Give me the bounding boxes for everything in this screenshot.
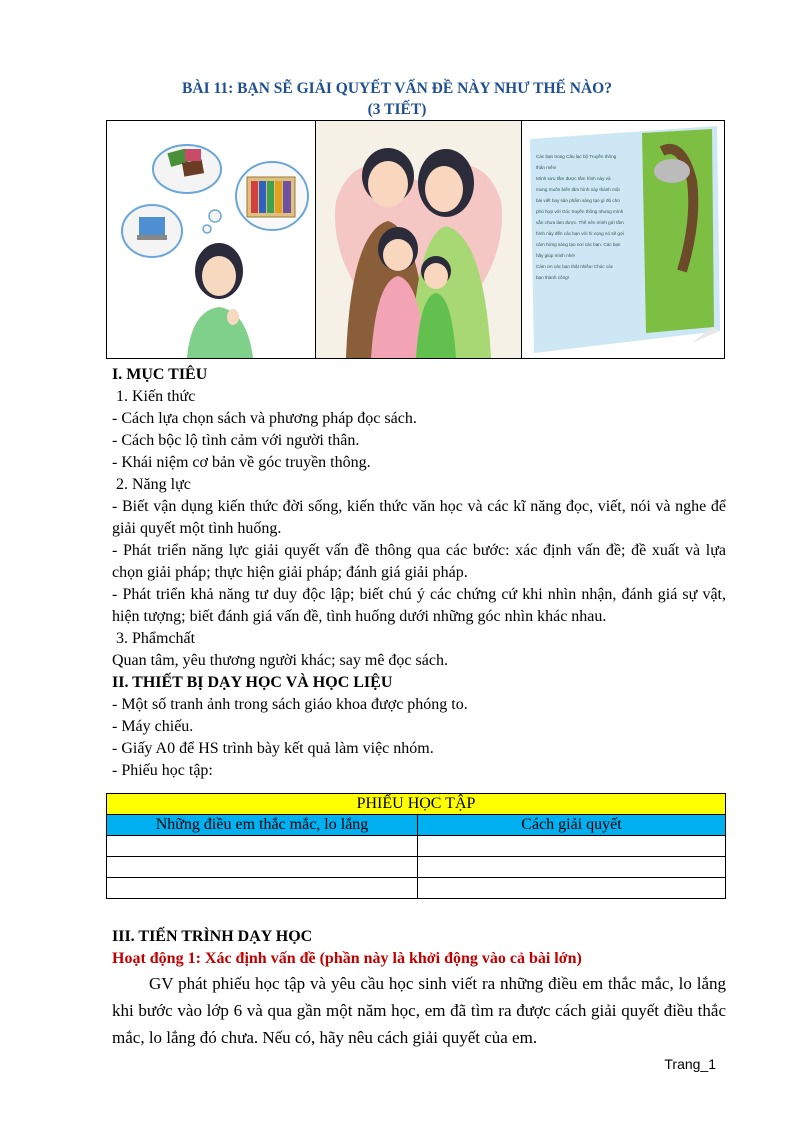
section-heading-objectives: I. MỤC TIÊU: [112, 366, 208, 383]
teaching-process: [112, 926, 726, 1051]
equipment-item: - Giấy A0 để HS trình bày kết quả làm việc nhóm.: [112, 740, 434, 757]
page-number: Trang_1: [664, 1056, 716, 1072]
book-text-line: thân mến!: [536, 165, 557, 170]
worksheet-column-solutions: Cách giải quyết: [418, 815, 726, 836]
book-text-line: Cám ơn các bạn thật nhiều! Chúc các: [536, 264, 614, 269]
equipment-item: - Máy chiếu.: [112, 718, 194, 735]
book-text-line: cảm hứng sáng tạo nơi các bạn. Các bạn: [536, 242, 621, 247]
table-row: [107, 857, 726, 878]
quality-item: Quan tâm, yêu thương người khác; say mê đọc sách.: [112, 652, 448, 669]
table-row: [107, 836, 726, 857]
table-cell: [418, 857, 726, 878]
activity-title: Hoạt động 1: Xác định vấn đề (phần này là khởi động vào cả bài lớn): [112, 950, 582, 967]
book-text-line: hãy giúp mình nhé!: [536, 253, 576, 258]
book-text-line: vẫn chưa làm được. Thế nên mình gửi tấm: [536, 220, 624, 225]
worksheet-title: PHIẾU HỌC TẬP: [107, 794, 726, 815]
book-text-line: bài viết hay sản phẩm sáng tạo gì đó cho: [536, 198, 620, 203]
book-page-illustration: [522, 121, 724, 358]
subheading-competence: 2. Năng lực: [112, 476, 191, 493]
thinking-girl-illustration: [107, 121, 316, 358]
competence-item: - Phát triển năng lực giải quyết vấn đề thông qua các bước: xác định vấn đề; đề xuất và lựa chọn giải pháp; thực hiện giải pháp; đánh giá giải pháp.: [112, 542, 726, 581]
table-cell: [107, 836, 418, 857]
book-text-line: Mình sưu tầm được tấm hình này và: [536, 176, 611, 181]
equipment-item: - Một số tranh ảnh trong sách giáo khoa được phóng to.: [112, 696, 468, 713]
book-text-line: phù hợp với Góc truyền thông nhưng mình: [536, 209, 624, 214]
knowledge-item: - Cách lựa chọn sách và phương pháp đọc sách.: [112, 410, 417, 427]
table-cell: [418, 878, 726, 899]
lesson-duration: (3 TIẾT): [367, 101, 427, 118]
book-text-line: Các bạn trong Câu lạc bộ Truyền thông: [536, 154, 617, 159]
equipment-item: - Phiếu học tập:: [112, 762, 213, 779]
worksheet-column-concerns: Những điều em thắc mắc, lo lắng: [107, 815, 418, 836]
knowledge-item: - Cách bộc lộ tình cảm với người thân.: [112, 432, 360, 449]
section-heading-equipment: II. THIẾT BỊ DẠY HỌC VÀ HỌC LIỆU: [112, 674, 393, 691]
competence-item: - Phát triển khả năng tư duy độc lập; biết chú ý các chứng cứ khi nhìn nhận, đánh giá sự vật, hiện tượng; biết đánh giá vấn đề, tình huống dưới những góc nhìn khác nhau.: [112, 586, 726, 625]
lesson-content: [112, 364, 726, 782]
table-cell: [107, 878, 418, 899]
knowledge-item: - Khái niệm cơ bản về góc truyền thông.: [112, 454, 371, 471]
book-text-line: mong muốn biến tấm hình này thành một: [536, 187, 620, 192]
table-cell: [418, 836, 726, 857]
table-cell: [107, 857, 418, 878]
competence-item: - Biết vận dụng kiến thức đời sống, kiến thức văn học và các kĩ năng đọc, viết, nói và nghe để giải quyết một tình huống.: [112, 498, 726, 537]
subheading-quality: 3. Phẩmchất: [112, 630, 196, 647]
worksheet-table: [106, 793, 726, 899]
family-illustration: [316, 121, 522, 358]
activity-text: GV phát phiếu học tập và yêu cầu học sinh viết ra những điều em thắc mắc, lo lắng khi bước vào lớp 6 và qua gần một năm học, em đã tìm ra được cách giải quyết điều thắc mắc, lo lắng đó chưa. Nếu có, hãy nêu cách giải quyết của em.: [112, 974, 726, 1047]
subheading-knowledge: 1. Kiến thức: [112, 388, 196, 405]
section-heading-process: III. TIẾN TRÌNH DẠY HỌC: [112, 928, 313, 945]
book-text-line: hình này đến các bạn với hi vọng nó sẽ gợi: [536, 231, 625, 236]
table-row: [107, 878, 726, 899]
illustration-table: [106, 120, 725, 359]
book-text-line: bạn thành công!: [536, 275, 569, 280]
lesson-title: BÀI 11: BẠN SẼ GIẢI QUYẾT VẤN ĐỀ NÀY NHƯ THẾ NÀO?: [182, 80, 612, 97]
